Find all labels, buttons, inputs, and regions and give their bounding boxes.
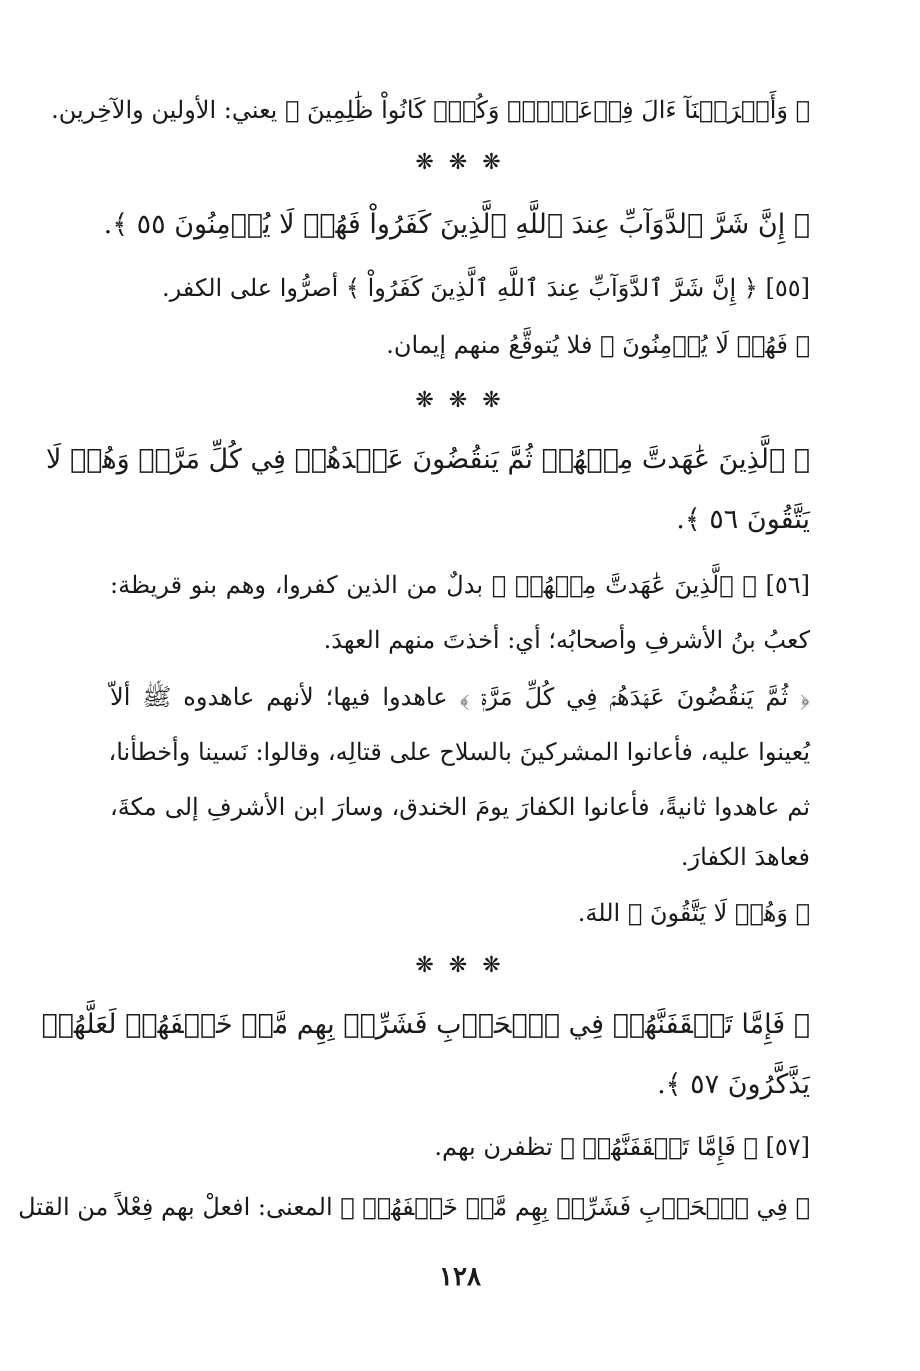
text-line: كعبُ بنُ الأشرفِ وأصحابُه؛ أي: أخذتَ منهم العهدَ. [323, 626, 810, 654]
text-line: فعاهدَ الكفارَ. [680, 843, 810, 871]
verse-line: ﴿ ٱلَّذِينَ عَٰهَدتَّ مِنۡهُمۡ ثُمَّ يَنقُضُونَ عَهۡدَهُمۡ فِي كُلِّ مَرَّةٖ وَهُمۡ لَا [45, 444, 810, 475]
verse-line: يَذَّكَّرُونَ ٥٧ ﴾. [657, 1069, 810, 1100]
text-line: يُعينوا عليه، فأعانوا المشركينَ بالسلاح على قتالِه، وقالوا: نَسينا وأخطأنا، [108, 738, 810, 766]
text-line: ﴿ ثُمَّ يَنقُضُونَ عَهۡدَهُمۡ فِي كُلِّ مَرَّةٖ ﴾ عاهدوا فيها؛ لأنهم عاهدوه ﷺ ألاّ [110, 683, 810, 711]
text-line: [٥٧] ﴿ فَإِمَّا تَثۡقَفَنَّهُمۡ ﴾ تظفرن بهم. [434, 1133, 810, 1161]
text-line: [٥٦] ﴿ ٱلَّذِينَ عَٰهَدتَّ مِنۡهُمۡ ﴾ بدلٌ من الذين كفروا، وهم بنو قريظة: [110, 571, 810, 599]
text-line: ﴿ فَهُمۡ لَا يُؤۡمِنُونَ ﴾ فلا يُتوقَّعُ منهم إيمان. [386, 331, 810, 359]
text-line: [٥٥] ﴿ إِنَّ شَرَّ ٱلدَّوَآبِّ عِندَ ٱللَّهِ ٱلَّذِينَ كَفَرُواْ ﴾ أصرُّوا على الكفر. [161, 274, 810, 302]
section-separator: ❋ ❋ ❋ [415, 150, 505, 175]
text-line: ثم عاهدوا ثانيةً، فأعانوا الكفارَ يومَ الخندق، وسارَ ابن الأشرفِ إلى مكةَ، [110, 793, 810, 821]
text-line: ﴿ وَأَغۡرَقۡنَآ ءَالَ فِرۡعَوۡنَۚ وَكُلّٞ كَانُواْ ظَٰلِمِينَ ﴾ يعني: الأولين والآخِرين. [51, 96, 810, 124]
verse-line: ﴿ فَإِمَّا تَثۡقَفَنَّهُمۡ فِي ٱلۡحَرۡبِ فَشَرِّدۡ بِهِم مَّنۡ خَلۡفَهُمۡ لَعَلَّهُمۡ [41, 1009, 810, 1040]
section-separator: ❋ ❋ ❋ [415, 953, 505, 978]
text-line: ﴿ فِي ٱلۡحَرۡبِ فَشَرِّدۡ بِهِم مَّنۡ خَلۡفَهُمۡ ﴾ المعنى: افعلْ بهم فِعْلاً من القتل [18, 1193, 810, 1221]
page-number: ١٢٨ [439, 1262, 481, 1292]
verse-line: ﴿ إِنَّ شَرَّ ٱلدَّوَآبِّ عِندَ ٱللَّهِ ٱلَّذِينَ كَفَرُواْ فَهُمۡ لَا يُؤۡمِنُونَ ٥٥ ﴾. [103, 209, 810, 240]
text-line: ﴿ وَهُمۡ لَا يَتَّقُونَ ﴾ اللهَ. [577, 899, 810, 927]
section-separator: ❋ ❋ ❋ [415, 388, 505, 413]
verse-line: يَتَّقُونَ ٥٦ ﴾. [676, 504, 810, 535]
